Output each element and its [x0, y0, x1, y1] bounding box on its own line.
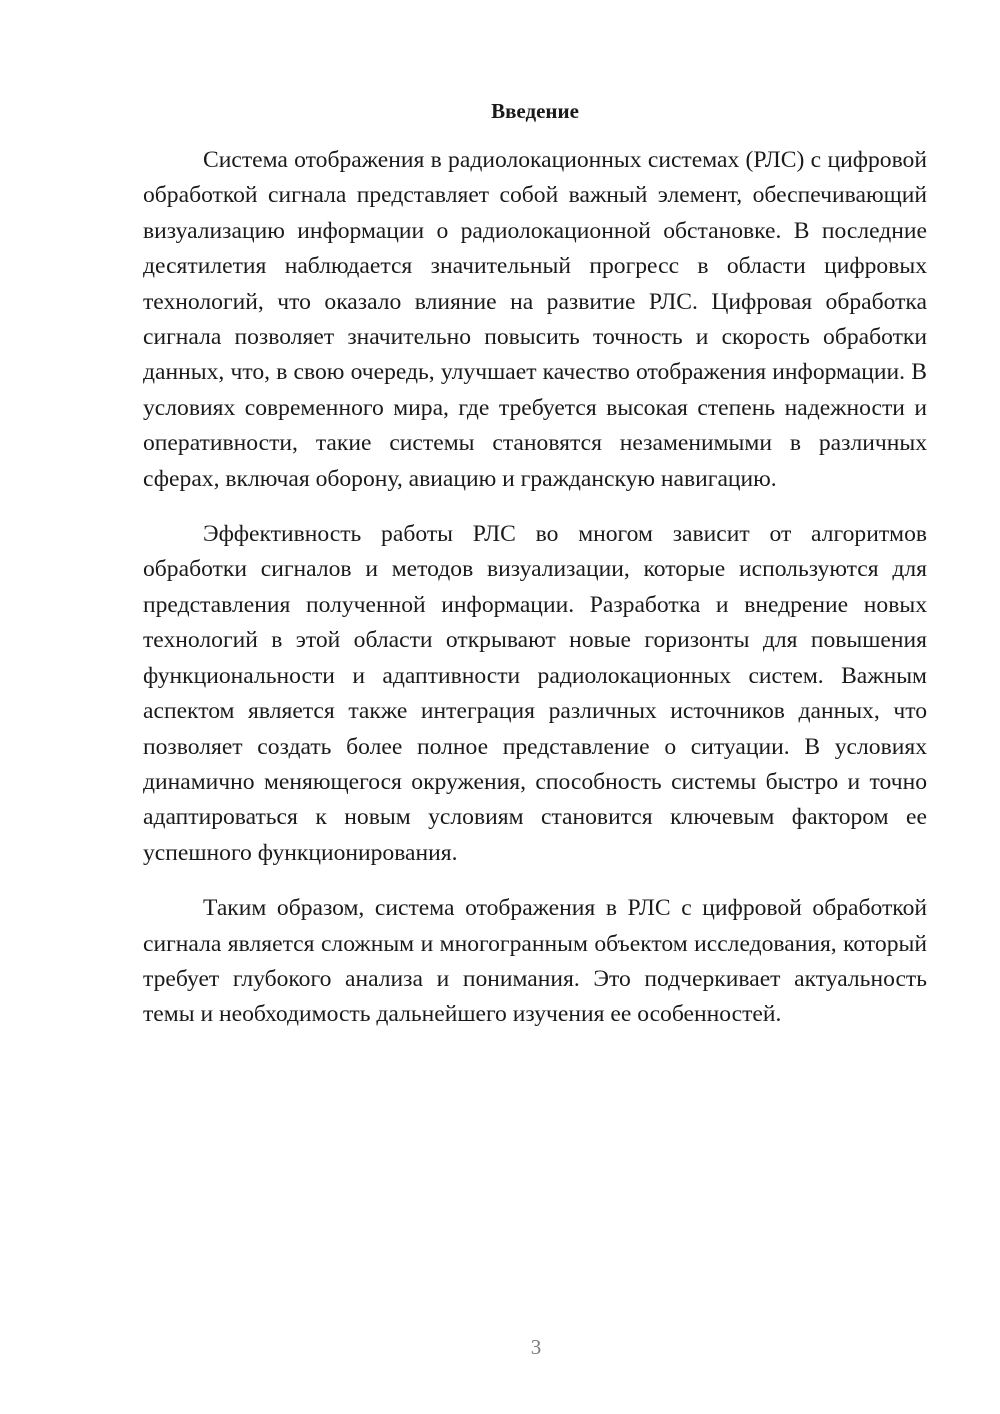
paragraph-2: Эффективность работы РЛС во многом зависит от алгоритмов обработки сигналов и методов визуализации, которые используются для представления полученной информации. Разработка и внедрение новых технологий в этой области открывают новые горизонты для повышения функциональности и адаптивности радиолокационных систем. Важным аспектом является также интеграция различных источников данных, что позволяет создать более полное представление о ситуации. В условиях динамично меняющегося окружения, способность системы быстро и точно адаптироваться к новым условиям становится ключевым фактором ее успешного функционирования.: [143, 521, 927, 866]
page-number: 3: [530, 1335, 542, 1359]
body-text: [143, 143, 927, 1033]
paragraph-3: Таким образом, система отображения в РЛС с цифровой обработкой сигнала является сложным и многогранным объектом исследования, который требует глубокого анализа и понимания. Это подчеркивает актуальность темы и необходимость дальнейшего изучения ее особенностей.: [143, 895, 927, 1028]
paragraph-1: Система отображения в радиолокационных системах (РЛС) с цифровой обработкой сигнала представляет собой важный элемент, обеспечивающий визуализацию информации о радиолокационной обстановке. В последние десятилетия наблюдается значительный прогресс в области цифровых технологий, что оказало влияние на развитие РЛС. Цифровая обработка сигнала позволяет значительно повысить точность и скорость обработки данных, что, в свою очередь, улучшает качество отображения информации. В условиях современного мира, где требуется высокая степень надежности и оперативности, такие системы становятся незаменимыми в различных сферах, включая оборону, авиацию и гражданскую навигацию.: [143, 147, 927, 492]
section-heading: Введение: [491, 99, 579, 123]
